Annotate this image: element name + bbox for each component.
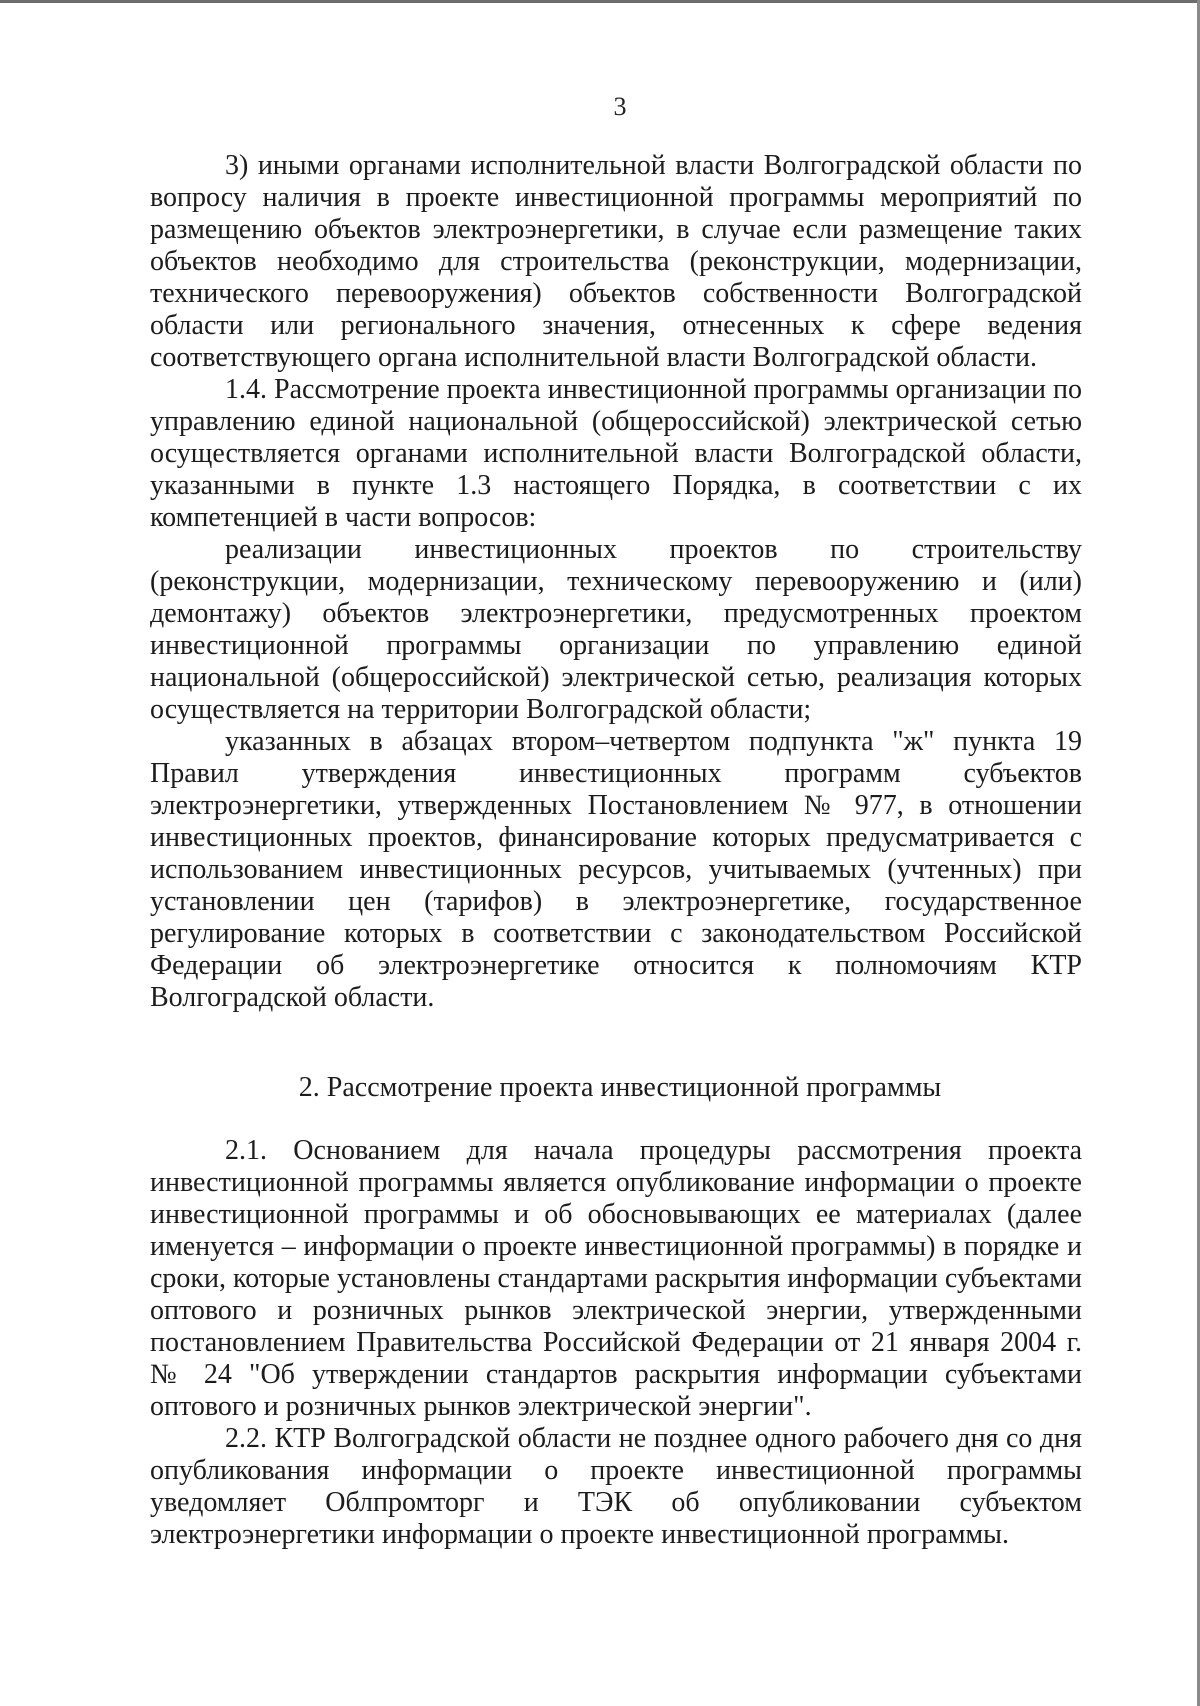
section-heading: 2. Рассмотрение проекта инвестиционной программы [298,1072,942,1103]
paragraph-1-4: 1.4. Рассмотрение проекта инвестиционной программы организации по управлению единой национальной (общероссийской) электрической сетью осуществляется органами исполнительной власти Волгоградской области, указанными в пункте 1.3 настоящего Порядка, в соответствии с их компетенцией в части вопросов: [150,374,1082,533]
paragraph-2-1: 2.1. Основанием для начала процедуры рассмотрения проекта инвестиционной программы является опубликование информации о проекте инвестиционной программы и об обосновывающих ее материалах (далее именуется – информации о проекте инвестиционной программы) в порядке и сроки, которые установлены стандартами раскрытия информации субъектами оптового и розничных рынков электрической энергии, утвержденными постановлением Правительства Российской Федерации от 21 января 2004 г. № 24 "Об утверждении стандартов раскрытия информации субъектами оптового и розничных рынков электрической энергии". [150,1135,1082,1422]
text-block-1 [150,150,1082,1014]
text-block-2 [150,1135,1082,1551]
paragraph-realization: реализации инвестиционных проектов по строительству (реконструкции, модернизации, техническому перевооружению и (или) демонтажу) объектов электроэнергетики, предусмотренных проектом инвестиционной программы организации по управлению единой национальной (общероссийской) электрической сетью, реализация которых осуществляется на территории Волгоградской области; [150,534,1082,725]
page-number: 3 [613,92,627,121]
scan-edge-top [0,0,1200,3]
paragraph-3-other-bodies: 3) иными органами исполнительной власти Волгоградской области по вопросу наличия в проекте инвестиционной программы мероприятий по размещению объектов электроэнергетики, в случае если размещение таких объектов необходимо для строительства (реконструкции, модернизации, технического перевооружения) объектов собственности Волгоградской области или регионального значения, отнесенных к сфере ведения соответствующего органа исполнительной власти Волгоградской области. [150,150,1082,373]
paragraph-indicated: указанных в абзацах втором–четвертом подпункта "ж" пункта 19 Правил утверждения инвестиционных программ субъектов электроэнергетики, утвержденных Постановлением № 977, в отношении инвестиционных проектов, финансирование которых предусматривается с использованием инвестиционных ресурсов, учитываемых (учтенных) при установлении цен (тарифов) в электроэнергетике, государственное регулирование которых в соответствии с законодательством Российской Федерации об электроэнергетике относится к полномочиям КТР Волгоградской области. [150,726,1082,1013]
paragraph-2-2: 2.2. КТР Волгоградской области не позднее одного рабочего дня со дня опубликования информации о проекте инвестиционной программы уведомляет Облпромторг и ТЭК об опубликовании субъектом электроэнергетики информации о проекте инвестиционной программы. [150,1423,1082,1550]
